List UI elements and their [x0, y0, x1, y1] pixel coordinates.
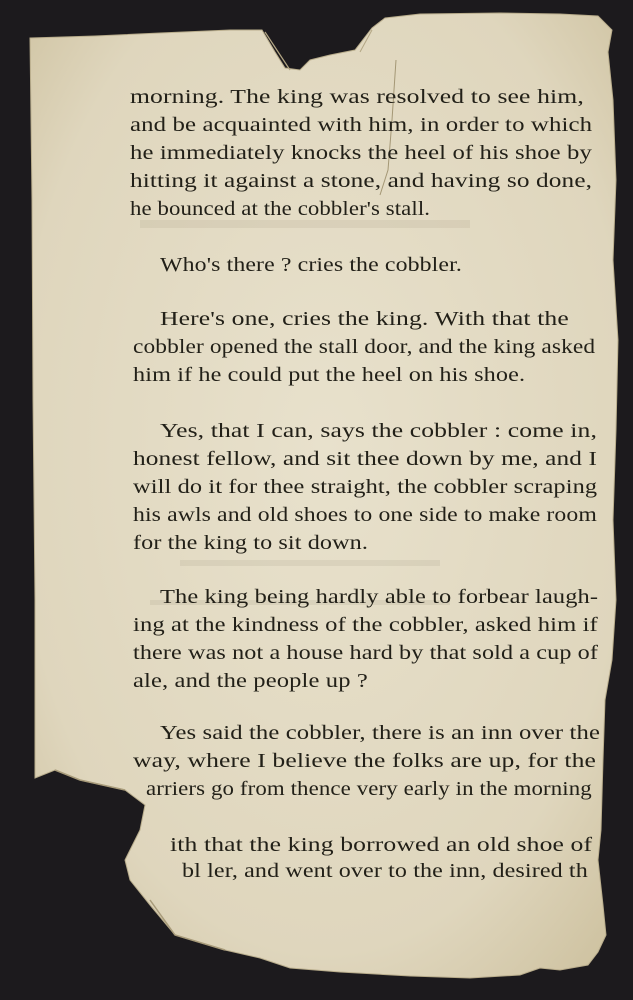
text-line: The king being hardly able to forbear laugh- [160, 586, 599, 608]
text-line: Yes, that I can, says the cobbler : come in, [160, 420, 598, 442]
text-line: cobbler opened the stall door, and the king asked [133, 336, 596, 358]
text-line: bl ler, and went over to the inn, desired th [182, 860, 588, 882]
text-line: ing at the kindness of the cobbler, asked him if [133, 614, 598, 636]
text-line: hitting it against a stone, and having so done, [130, 170, 593, 192]
text-line: Yes said the cobbler, there is an inn over the [160, 722, 601, 744]
text-line: Who's there ? cries the cobbler. [160, 254, 462, 276]
text-line: ith that the king borrowed an old shoe of [170, 834, 593, 856]
text-line: him if he could put the heel on his shoe. [133, 364, 526, 386]
text-line: and be acquainted with him, in order to which [130, 114, 593, 136]
text-line: for the king to sit down. [133, 532, 369, 554]
text-line: Here's one, cries the king. With that the [160, 308, 569, 330]
text-line: his awls and old shoes to one side to make room [133, 504, 597, 526]
text-line: he immediately knocks the heel of his shoe by [130, 142, 592, 164]
text-line: way, where I believe the folks are up, for the [133, 750, 597, 772]
text-line: honest fellow, and sit thee down by me, and I [133, 448, 598, 470]
text-line: ale, and the people up ? [133, 670, 368, 692]
text-line: will do it for thee straight, the cobbler scraping [133, 476, 598, 498]
text-line: he bounced at the cobbler's stall. [130, 198, 431, 220]
text-line: arriers go from thence very early in the morning [146, 778, 592, 800]
text-line: there was not a house hard by that sold a cup of [133, 642, 599, 664]
text-line: morning. The king was resolved to see him, [130, 86, 584, 108]
